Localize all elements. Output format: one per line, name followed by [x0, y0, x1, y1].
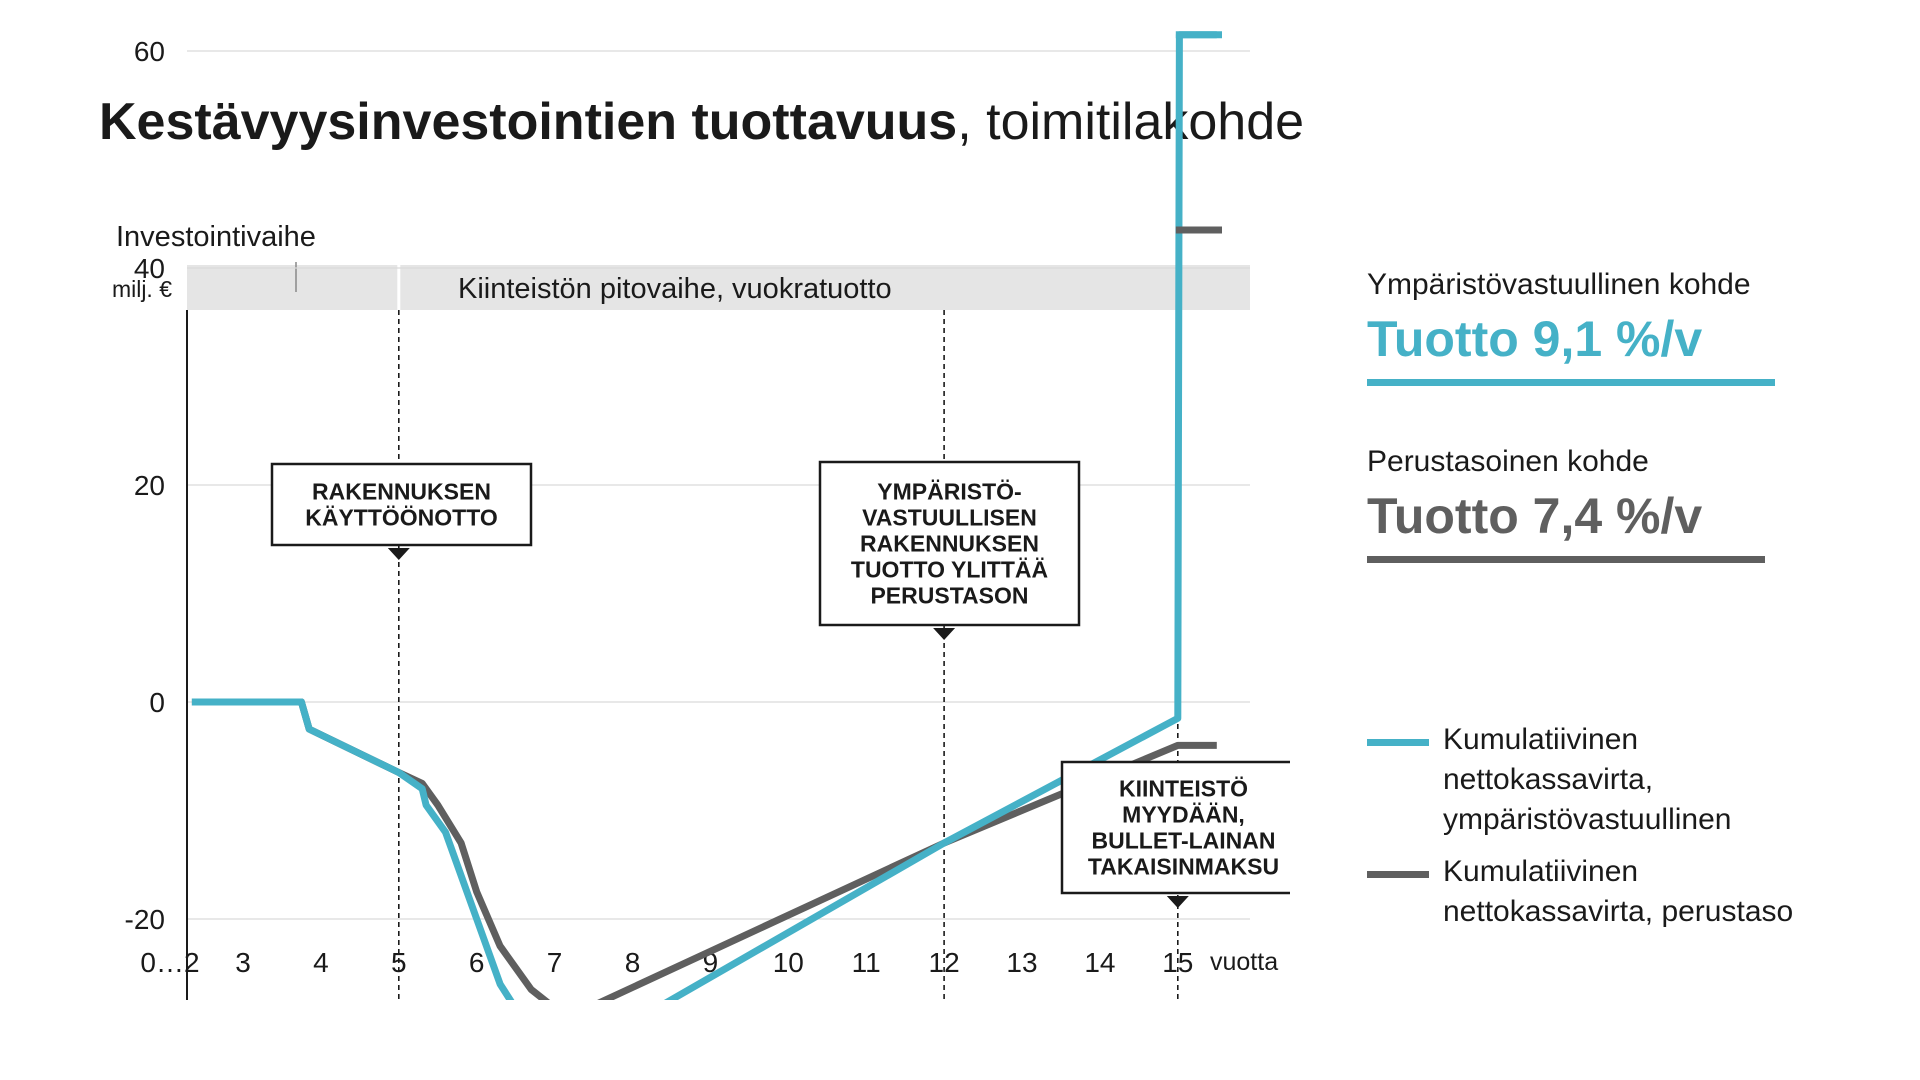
x-tick-label: 0…2 — [140, 947, 200, 978]
x-tick-label: 11 — [851, 947, 881, 978]
green-result-rule — [1367, 379, 1775, 386]
y-tick-label: 40 — [133, 253, 165, 284]
base-result-value: Tuotto 7,4 %/v — [1367, 488, 1703, 544]
annotation-text: BULLET-LAINAN — [1091, 827, 1276, 854]
annotation-text: YMPÄRISTÖ- — [877, 478, 1022, 505]
base-result-rule — [1367, 556, 1765, 563]
y-tick-label: 60 — [133, 36, 165, 67]
x-tick-label: 15 — [1162, 947, 1194, 978]
x-tick-label: 6 — [468, 947, 485, 978]
legend-label-green: Kumulatiivinen nettokassavirta, ympäristövastuullinen — [1443, 723, 1732, 836]
x-tick-label: 8 — [624, 947, 641, 978]
annotation-pointer — [1167, 896, 1189, 908]
legend-swatch-base — [1367, 871, 1429, 878]
green-result-label: Ympäristövastuullinen kohde — [1367, 268, 1751, 301]
annotation-pointer — [933, 628, 955, 640]
legend-swatch-green — [1367, 739, 1429, 746]
annotation-callout — [820, 462, 1079, 640]
x-tick-label: 14 — [1084, 947, 1116, 978]
annotation-text: RAKENNUKSEN — [860, 530, 1039, 557]
annotation-text: RAKENNUKSEN — [312, 478, 491, 505]
x-tick-label: 7 — [546, 947, 563, 978]
y-axis-unit-label: milj. € — [111, 276, 172, 302]
annotation-callout — [272, 464, 531, 560]
x-tick-label: 13 — [1006, 947, 1038, 978]
chart-title-bold: Kestävyysinvestointien tuottavuus — [99, 93, 958, 151]
phase-label-holding: Kiinteistön pitovaihe, vuokratuotto — [458, 273, 892, 305]
y-tick-label: 20 — [133, 470, 165, 501]
annotation-text: PERUSTASON — [870, 582, 1029, 609]
x-axis-unit-label: vuotta — [1210, 948, 1279, 976]
x-tick-label: 9 — [702, 947, 719, 978]
annotation-pointer — [388, 548, 410, 560]
annotation-text: KIINTEISTÖ — [1118, 775, 1249, 802]
x-tick-label: 5 — [391, 947, 407, 978]
annotation-text: KÄYTTÖÖNOTTO — [305, 504, 498, 531]
phase-label-investment: Investointivaihe — [116, 221, 316, 253]
base-result-label: Perustasoinen kohde — [1367, 445, 1649, 478]
annotation-text: VASTUULLISEN — [862, 504, 1037, 531]
y-tick-label: -20 — [124, 904, 165, 935]
annotation-text: TUOTTO YLITTÄÄ — [850, 556, 1049, 583]
legend-label-base: Kumulatiivinen nettokassavirta, perustaso — [1443, 855, 1794, 928]
x-tick-label: 4 — [313, 947, 329, 978]
x-tick-label: 3 — [235, 947, 251, 978]
y-tick-label: 0 — [149, 687, 165, 718]
annotation-text: TAKAISINMAKSU — [1087, 853, 1280, 880]
x-tick-label: 12 — [928, 947, 960, 978]
green-result-value: Tuotto 9,1 %/v — [1367, 311, 1703, 367]
chart-title-rest: , toimitilakohde — [957, 93, 1305, 151]
x-tick-label: 10 — [772, 947, 804, 978]
annotation-text: MYYDÄÄN, — [1122, 801, 1245, 828]
annotation-callout — [1062, 762, 1290, 908]
